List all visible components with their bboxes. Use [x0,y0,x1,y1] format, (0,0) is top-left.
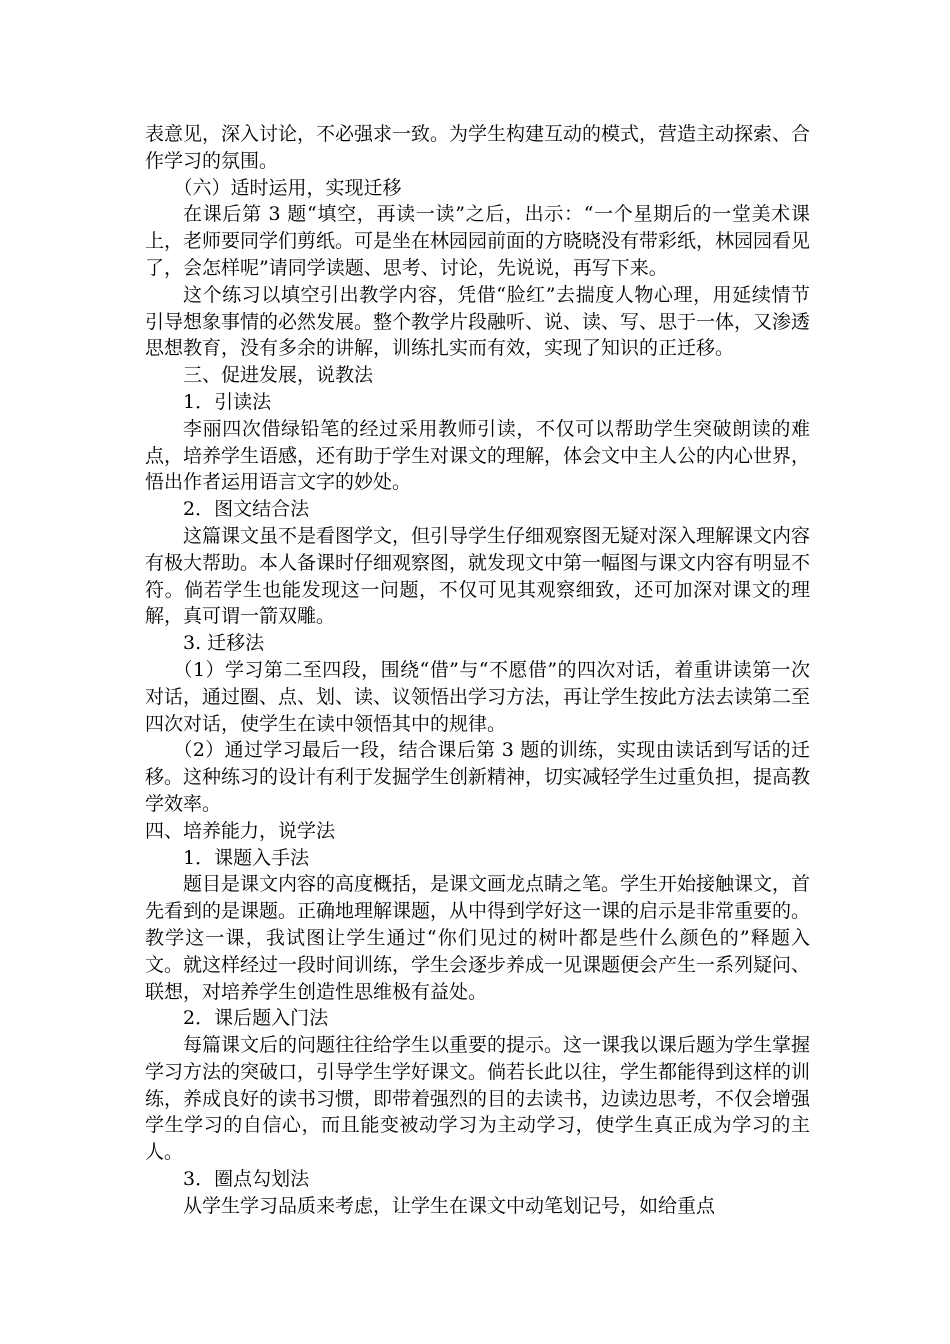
paragraph-exercise-analysis: 这个练习以填空引出教学内容，凭借“脸红”去揣度人物心理，用延续情节引导想象事情的必然发展。整个教学片段融听、说、读、写、思于一体，又渗透思想教育，没有多余的讲解，训练扎实而有效，实现了知识的正迁移。 [145,283,811,360]
subheading-after-class-questions: 2．课后题入门法 [183,1007,329,1030]
paragraph-title-entry: 题目是课文内容的高度概括，是课文画龙点睛之笔。学生开始接触课文，首先看到的是课题。正确地理解课题，从中得到学好这一课的启示是非常重要的。教学这一课，我试图让学生通过“你们见过的树叶都是些什么颜色的”释题入文。就这样经过一段时间训练，学生会逐步养成一见课题便会产生一系列疑问、联想，对培养学生创造性思维极有益处。 [145,873,811,1003]
document-page [145,121,810,1220]
paragraph-picture-text: 这篇课文虽不是看图学文，但引导学生仔细观察图无疑对深入理解课文内容有极大帮助。本人备课时仔细观察图，就发现文中第一幅图与课文内容有明显不符。倘若学生也能发现这一问题，不仅可见其观察细致，还可加深对课文的理解，真可谓一箭双雕。 [145,524,811,628]
paragraph-continuation: 表意见，深入讨论，不必强求一致。为学生构建互动的模式，营造主动探索、合作学习的氛围。 [145,123,811,172]
subheading-title-entry: 1．课题入手法 [183,846,310,869]
paragraph-annotation-method: 从学生学习品质来考虑，让学生在课文中动笔划记号，如给重点 [183,1194,716,1217]
section-heading-teaching-methods: 三、促进发展，说教法 [183,364,374,387]
paragraph-after-class-questions: 每篇课文后的问题往往给学生以重要的提示。这一课我以课后题为学生掌握学习方法的突破口，引导学生学好课文。倘若长此以往，学生都能得到这样的训练，养成良好的读书习惯，即带着强烈的目的去读书，边读边思考，不仅会增强学生学习的自信心，而且能变被动学习为主动学习，使学生真正成为学习的主人。 [145,1034,811,1164]
subheading-guided-reading: 1．引读法 [183,390,272,413]
paragraph-transfer-2: （2）通过学习最后一段，结合课后第 3 题的训练，实现由读话到写话的迁移。这种练习的设计有利于发掘学生创新精神，切实减轻学生过重负担，提高教学效率。 [145,739,811,815]
subheading-annotation-method: 3．圈点勾划法 [183,1168,310,1191]
section-heading-learning-methods: 四、培养能力，说学法 [145,819,336,842]
paragraph-exercise-3: 在课后第 3 题“填空，再读一读”之后，出示：“一个星期后的一堂美术课上，老师要同学们剪纸。可是坐在林园园前面的方晓晓没有带彩纸，林园园看见了，会怎样呢”请同学读题、思考、讨论，先说说，再写下来。 [145,203,811,279]
paragraph-guided-reading: 李丽四次借绿铅笔的经过采用教师引读，不仅可以帮助学生突破朗读的难点，培养学生语感，还有助于学生对课文的理解，体会文中主人公的内心世界，悟出作者运用语言文字的妙处。 [145,417,811,494]
paragraph-transfer-1: （1）学习第二至四段，围绕“借”与“不愿借”的四次对话，着重讲读第一次对话，通过圈、点、划、读、议领悟出学习方法，再让学生按此方法去读第二至四次对话，使学生在读中领悟其中的规律。 [145,658,811,735]
subheading-transfer-method: 3. 迁移法 [183,632,265,655]
section-heading-apply-transfer: （六）适时运用，实现迁移 [173,176,402,199]
subheading-picture-text: 2．图文结合法 [183,498,310,521]
